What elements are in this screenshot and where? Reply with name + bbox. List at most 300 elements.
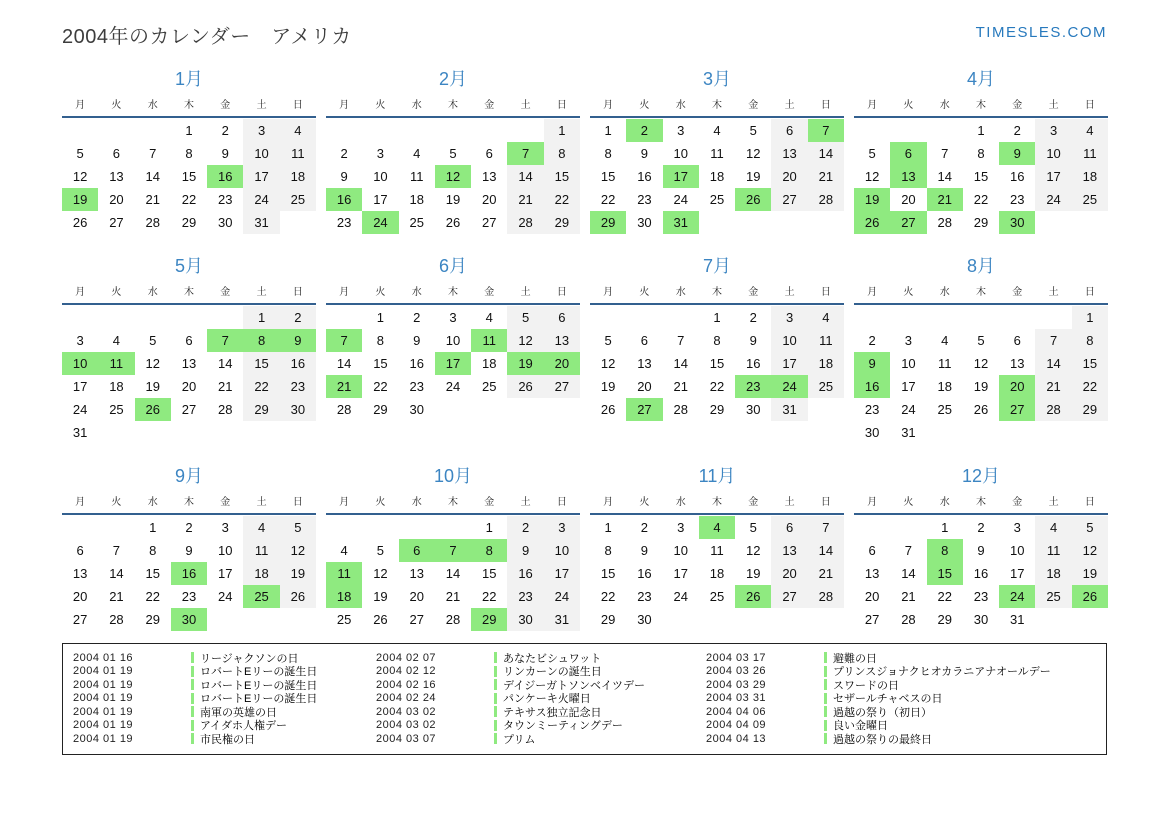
day-cell: 2: [977, 520, 985, 535]
legend-holiday-name: ロバートEリーの誕生日: [200, 693, 318, 706]
page-header: [0, 0, 1169, 49]
day-cell: 28: [808, 585, 844, 608]
day-cell: 10: [544, 539, 580, 562]
day-cell: 10: [901, 356, 916, 371]
day-cell: 1: [1072, 306, 1108, 329]
day-cell: 28: [507, 211, 543, 234]
day-cell: 20: [901, 192, 916, 207]
legend-holiday-name: タウンミーティングデー: [503, 720, 623, 733]
day-cell: 11: [710, 146, 724, 161]
legend-holiday-name: アイダホ人権デー: [200, 720, 288, 733]
day-cell: 22: [600, 589, 616, 604]
day-cell: 19: [62, 188, 98, 211]
weekday-label: 土: [520, 287, 531, 298]
legend-date: 2004 02 12: [376, 665, 437, 678]
day-cell: 21: [445, 589, 461, 604]
day-cell: 2: [280, 306, 316, 329]
empty-cell: [135, 421, 171, 444]
day-grid: [590, 306, 844, 421]
weekday-label: 火: [639, 287, 650, 298]
day-cell: 30: [637, 215, 652, 230]
month-block: [62, 462, 316, 631]
month-header-rule: [590, 303, 844, 305]
empty-cell: [663, 306, 699, 329]
day-cell: 25: [709, 589, 725, 604]
day-cell: 13: [482, 169, 497, 184]
day-cell: 1: [185, 123, 193, 138]
day-cell: 6: [771, 119, 807, 142]
empty-cell: [326, 119, 362, 142]
day-cell: 20: [409, 589, 424, 604]
weekday-label: 土: [520, 100, 531, 111]
empty-cell: [326, 516, 362, 539]
holiday-marker-icon: [191, 679, 194, 690]
day-cell: 29: [471, 608, 507, 631]
weekday-label: 木: [711, 100, 722, 111]
holiday-marker-icon: [191, 666, 194, 677]
day-cell: 5: [749, 123, 757, 138]
day-cell: 16: [326, 188, 362, 211]
weekday-label: 水: [939, 497, 950, 508]
weekday-label: 金: [1012, 287, 1023, 298]
holiday-marker-icon: [191, 733, 194, 744]
weekday-label: 水: [147, 287, 158, 298]
month-header-rule: [326, 303, 580, 305]
weekday-label: 火: [111, 497, 122, 508]
day-cell: 13: [181, 356, 197, 371]
legend-holiday-name: テキサス独立記念日: [503, 706, 602, 719]
weekday-label: 月: [867, 287, 878, 298]
weekday-header-row: [326, 283, 580, 303]
day-cell: 9: [221, 146, 229, 161]
day-cell: 18: [1035, 562, 1071, 585]
day-cell: 18: [326, 585, 362, 608]
weekday-label: 日: [292, 497, 303, 508]
day-cell: 18: [937, 379, 952, 394]
day-cell: 1: [713, 310, 721, 325]
legend-date: 2004 03 07: [376, 732, 437, 745]
day-cell: 22: [937, 589, 952, 604]
weekday-label: 日: [1084, 100, 1095, 111]
day-cell: 13: [637, 356, 652, 371]
day-cell: 29: [181, 215, 197, 230]
day-cell: 7: [808, 119, 844, 142]
day-cell: 3: [677, 520, 685, 535]
empty-cell: [62, 306, 98, 329]
day-cell: 13: [771, 142, 807, 165]
day-cell: 29: [373, 402, 388, 417]
day-cell: 6: [485, 146, 493, 161]
legend-date: 2004 03 26: [706, 665, 767, 678]
legend-date: 2004 03 02: [376, 719, 437, 732]
day-cell: 4: [941, 333, 949, 348]
day-cell: 14: [901, 566, 916, 581]
day-cell: 14: [507, 165, 543, 188]
day-cell: 10: [1035, 142, 1071, 165]
empty-cell: [135, 306, 171, 329]
empty-cell: [471, 398, 507, 421]
day-cell: 17: [673, 566, 688, 581]
empty-cell: [435, 119, 471, 142]
weekday-label: 土: [784, 497, 795, 508]
day-cell: 24: [999, 585, 1035, 608]
day-cell: 7: [677, 333, 685, 348]
empty-cell: [771, 608, 807, 631]
day-cell: 31: [901, 425, 916, 440]
month-header-rule: [62, 116, 316, 118]
day-cell: 3: [771, 306, 807, 329]
day-grid: [62, 516, 316, 631]
day-cell: 22: [243, 375, 279, 398]
day-cell: 9: [749, 333, 757, 348]
day-cell: 10: [673, 543, 688, 558]
empty-cell: [771, 211, 807, 234]
day-cell: 14: [673, 356, 688, 371]
day-cell: 12: [373, 566, 388, 581]
day-cell: 30: [507, 608, 543, 631]
day-grid: [854, 119, 1108, 234]
day-cell: 27: [771, 585, 807, 608]
day-cell: 20: [72, 589, 88, 604]
day-cell: 13: [864, 566, 880, 581]
day-cell: 12: [746, 146, 761, 161]
weekday-label: 水: [411, 287, 422, 298]
legend-holiday-name: セザールチャベスの日: [833, 693, 943, 706]
day-cell: 19: [746, 169, 761, 184]
day-cell: 29: [709, 402, 725, 417]
day-cell: 9: [854, 352, 890, 375]
day-cell: 16: [854, 375, 890, 398]
day-cell: 13: [1010, 356, 1025, 371]
day-cell: 7: [1035, 329, 1071, 352]
day-cell: 9: [507, 539, 543, 562]
day-cell: 29: [600, 612, 616, 627]
month-title: 9月: [174, 466, 203, 486]
weekday-label: 日: [556, 287, 567, 298]
legend-column: [376, 651, 706, 746]
day-cell: 30: [746, 402, 761, 417]
legend-date: 2004 03 31: [706, 692, 767, 705]
weekday-label: 月: [75, 287, 86, 298]
day-cell: 16: [280, 352, 316, 375]
weekday-header-row: [62, 96, 316, 116]
day-cell: 4: [1072, 119, 1108, 142]
day-cell: 13: [409, 566, 424, 581]
empty-cell: [171, 306, 207, 329]
empty-cell: [927, 119, 963, 142]
day-cell: 24: [673, 589, 688, 604]
empty-cell: [854, 306, 890, 329]
legend-holiday-name: プリム: [503, 733, 536, 746]
day-cell: 8: [544, 142, 580, 165]
day-cell: 16: [637, 566, 652, 581]
day-cell: 8: [604, 543, 612, 558]
day-cell: 1: [604, 123, 612, 138]
month-title: 4月: [966, 69, 995, 89]
weekday-label: 火: [375, 287, 386, 298]
day-cell: 14: [1035, 352, 1071, 375]
day-cell: 25: [109, 402, 124, 417]
day-cell: 28: [808, 188, 844, 211]
day-cell: 3: [243, 119, 279, 142]
legend-date: 2004 01 19: [73, 692, 134, 705]
day-cell: 2: [221, 123, 229, 138]
empty-cell: [808, 398, 844, 421]
day-cell: 2: [185, 520, 193, 535]
day-cell: 22: [145, 589, 160, 604]
day-cell: 17: [1035, 165, 1071, 188]
month-block: [854, 462, 1108, 631]
weekday-label: 金: [1012, 497, 1023, 508]
day-cell: 29: [1072, 398, 1108, 421]
day-cell: 15: [181, 169, 197, 184]
weekday-label: 水: [411, 497, 422, 508]
day-cell: 25: [336, 612, 352, 627]
day-cell: 6: [771, 516, 807, 539]
legend-entry: [706, 665, 1096, 679]
weekday-header-row: [62, 283, 316, 303]
day-cell: 24: [243, 188, 279, 211]
legend-holiday-name: リージャクソンの日: [200, 652, 299, 665]
day-cell: 29: [937, 612, 952, 627]
month-title: 12月: [961, 466, 1001, 486]
day-cell: 19: [1072, 562, 1108, 585]
day-cell: 9: [977, 543, 985, 558]
month-title: 2月: [438, 69, 467, 89]
day-cell: 23: [1010, 192, 1025, 207]
weekday-label: 金: [220, 100, 231, 111]
day-cell: 14: [937, 169, 952, 184]
weekday-label: 金: [220, 287, 231, 298]
empty-cell: [1035, 608, 1071, 631]
day-cell: 9: [999, 142, 1035, 165]
day-cell: 3: [544, 516, 580, 539]
holiday-marker-icon: [191, 652, 194, 663]
weekday-label: 日: [556, 497, 567, 508]
legend-date: 2004 02 16: [376, 678, 437, 691]
day-cell: 13: [890, 165, 926, 188]
day-cell: 18: [109, 379, 124, 394]
empty-cell: [1072, 608, 1108, 631]
day-cell: 3: [376, 146, 385, 161]
day-cell: 31: [72, 425, 88, 440]
empty-cell: [735, 608, 771, 631]
weekday-label: 月: [603, 497, 614, 508]
day-cell: 18: [808, 352, 844, 375]
day-cell: 26: [373, 612, 388, 627]
day-cell: 23: [507, 585, 543, 608]
day-cell: 13: [109, 169, 124, 184]
day-cell: 4: [112, 333, 121, 348]
day-cell: 4: [699, 516, 735, 539]
weekday-label: 土: [1048, 497, 1059, 508]
weekday-label: 火: [111, 287, 122, 298]
legend-column: [73, 651, 376, 746]
site-logo[interactable]: TIMESLES.COM: [975, 24, 1107, 41]
month-header-rule: [62, 303, 316, 305]
holiday-marker-icon: [824, 706, 827, 717]
day-cell: 27: [890, 211, 926, 234]
day-cell: 16: [1010, 169, 1025, 184]
day-cell: 18: [280, 165, 316, 188]
legend-holiday-name: あなたビシュワット: [503, 652, 602, 665]
day-cell: 9: [280, 329, 316, 352]
day-cell: 21: [901, 589, 916, 604]
weekday-header-row: [590, 493, 844, 513]
day-cell: 26: [600, 402, 616, 417]
weekday-label: 火: [111, 100, 122, 111]
day-cell: 19: [746, 566, 761, 581]
day-cell: 16: [973, 566, 989, 581]
day-cell: 17: [901, 379, 916, 394]
weekday-label: 水: [147, 100, 158, 111]
empty-cell: [171, 421, 207, 444]
day-cell: 11: [937, 356, 952, 371]
day-cell: 15: [600, 169, 616, 184]
month-block: [62, 252, 316, 444]
month-title: 3月: [702, 69, 731, 89]
legend-date: 2004 01 19: [73, 705, 134, 718]
day-cell: 19: [854, 188, 890, 211]
weekday-label: 木: [447, 497, 458, 508]
day-cell: 29: [145, 612, 160, 627]
month-block: [590, 462, 844, 631]
empty-cell: [927, 421, 963, 444]
weekday-label: 月: [75, 497, 86, 508]
day-cell: 6: [1013, 333, 1021, 348]
day-cell: 19: [145, 379, 160, 394]
day-cell: 23: [864, 402, 880, 417]
day-cell: 25: [243, 585, 279, 608]
day-cell: 11: [326, 562, 362, 585]
empty-cell: [207, 421, 243, 444]
day-cell: 10: [1010, 543, 1025, 558]
day-cell: 7: [207, 329, 243, 352]
day-cell: 30: [409, 402, 424, 417]
weekday-label: 木: [447, 100, 458, 111]
day-cell: 7: [808, 516, 844, 539]
weekday-label: 水: [675, 287, 686, 298]
weekday-label: 水: [675, 100, 686, 111]
day-cell: 12: [1072, 539, 1108, 562]
legend-date: 2004 01 19: [73, 678, 134, 691]
weekday-label: 土: [1048, 100, 1059, 111]
weekday-header-row: [62, 493, 316, 513]
empty-cell: [1035, 211, 1071, 234]
month-title: 8月: [966, 256, 995, 276]
day-cell: 20: [482, 192, 497, 207]
day-cell: 25: [937, 402, 952, 417]
day-cell: 9: [640, 146, 649, 161]
day-cell: 23: [973, 589, 989, 604]
day-cell: 28: [1035, 398, 1071, 421]
empty-cell: [1072, 211, 1108, 234]
day-cell: 24: [673, 192, 688, 207]
day-cell: 26: [735, 188, 771, 211]
weekday-header-row: [854, 96, 1108, 116]
month-header-rule: [590, 116, 844, 118]
day-cell: 27: [864, 612, 880, 627]
day-cell: 10: [243, 142, 279, 165]
day-cell: 26: [507, 375, 543, 398]
day-cell: 14: [808, 539, 844, 562]
day-cell: 29: [590, 211, 626, 234]
day-cell: 31: [1010, 612, 1025, 627]
day-cell: 12: [280, 539, 316, 562]
empty-cell: [1072, 421, 1108, 444]
day-cell: 31: [243, 211, 279, 234]
day-cell: 5: [868, 146, 876, 161]
day-cell: 6: [112, 146, 121, 161]
day-cell: 17: [373, 192, 388, 207]
day-cell: 16: [507, 562, 543, 585]
day-cell: 29: [243, 398, 279, 421]
day-cell: 5: [749, 520, 757, 535]
legend-date: 2004 03 02: [376, 705, 437, 718]
weekday-header-row: [854, 283, 1108, 303]
holiday-marker-icon: [191, 693, 194, 704]
day-cell: 26: [72, 215, 88, 230]
day-cell: 12: [973, 356, 989, 371]
day-cell: 16: [171, 562, 207, 585]
legend-holiday-name: 過越の祭りの最終日: [833, 733, 932, 746]
day-cell: 30: [999, 211, 1035, 234]
day-cell: 15: [243, 352, 279, 375]
month-title: 6月: [438, 256, 467, 276]
day-cell: 30: [637, 612, 652, 627]
empty-cell: [663, 608, 699, 631]
legend-date: 2004 02 24: [376, 692, 437, 705]
weekday-label: 土: [1048, 287, 1059, 298]
weekday-label: 土: [784, 100, 795, 111]
weekday-label: 木: [975, 100, 986, 111]
day-cell: 20: [864, 589, 880, 604]
weekday-label: 日: [820, 287, 831, 298]
page-title: 2004年のカレンダー アメリカ: [62, 26, 352, 48]
day-cell: 24: [771, 375, 807, 398]
day-cell: 1: [977, 123, 985, 138]
empty-cell: [890, 516, 926, 539]
day-cell: 27: [771, 188, 807, 211]
day-cell: 25: [409, 215, 424, 230]
day-cell: 16: [637, 169, 652, 184]
weekday-label: 木: [183, 497, 194, 508]
day-cell: 5: [376, 543, 385, 558]
month-title: 10月: [433, 466, 473, 486]
day-cell: 2: [507, 516, 543, 539]
weekday-label: 木: [975, 287, 986, 298]
weekday-label: 月: [339, 497, 350, 508]
day-cell: 4: [1035, 516, 1071, 539]
day-grid: [590, 516, 844, 631]
day-cell: 13: [72, 566, 88, 581]
day-cell: 22: [482, 589, 497, 604]
month-header-rule: [854, 116, 1108, 118]
legend-entry: [376, 732, 706, 746]
empty-cell: [507, 119, 543, 142]
empty-cell: [98, 306, 134, 329]
month-block: [326, 65, 580, 234]
day-cell: 30: [864, 425, 880, 440]
day-cell: 16: [746, 356, 761, 371]
legend-holiday-name: 過越の祭り（初日）: [833, 706, 932, 719]
day-cell: 26: [854, 211, 890, 234]
day-cell: 26: [135, 398, 171, 421]
empty-cell: [590, 306, 626, 329]
day-cell: 21: [1035, 375, 1071, 398]
day-cell: 18: [1072, 165, 1108, 188]
day-cell: 17: [72, 379, 88, 394]
